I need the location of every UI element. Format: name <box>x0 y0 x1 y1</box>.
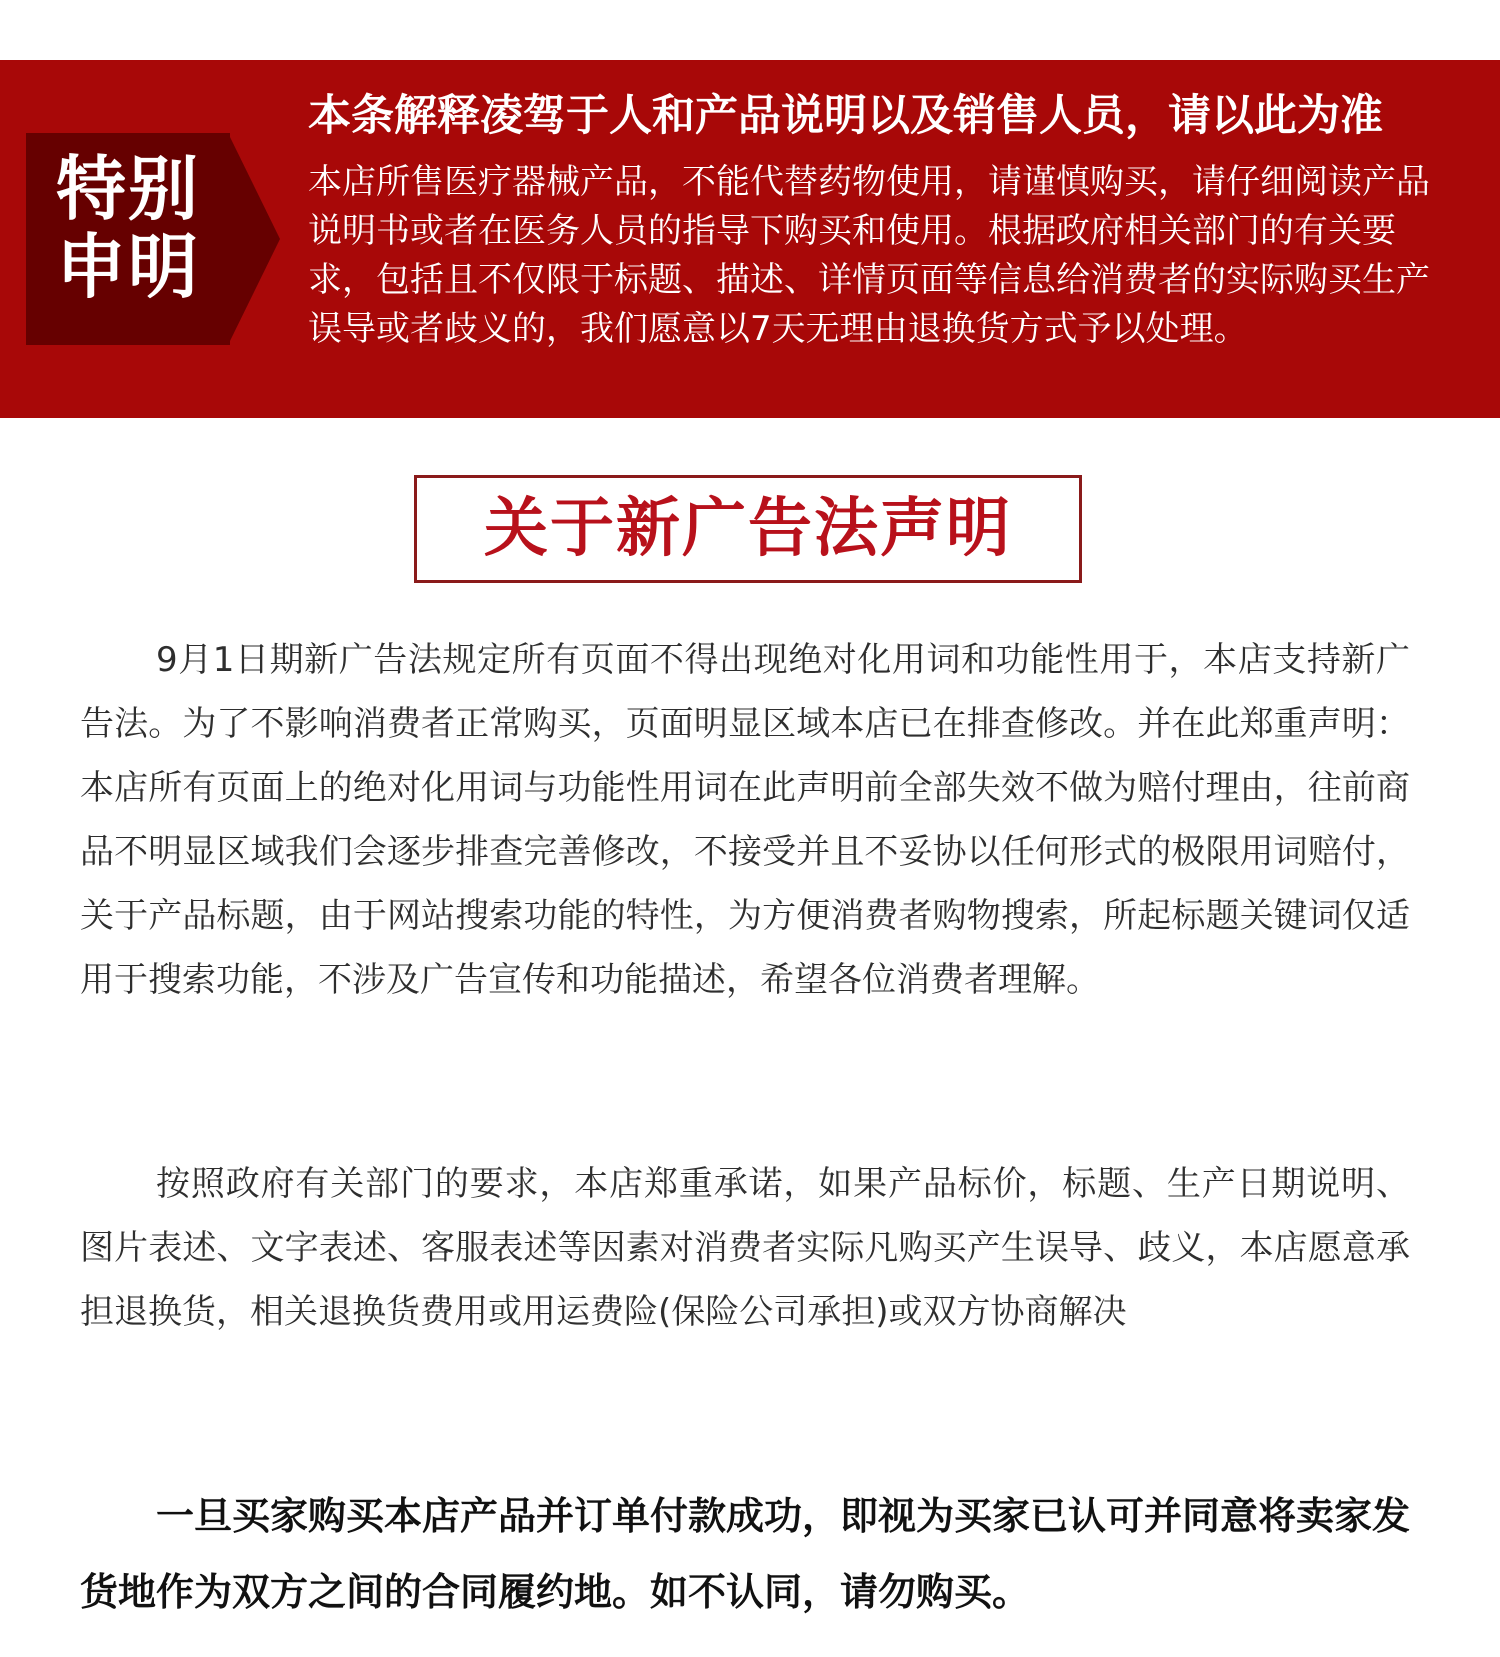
return-policy-paragraph: 按照政府有关部门的要求，本店郑重承诺，如果产品标价，标题、生产日期说明、图片表述、文字表述、客服表述等因素对消费者实际凡购买产生误导、歧义，本店愿意承担退换货，相关退换货费用或用运费险(保险公司承担)或双方协商解决 <box>80 1164 1410 1332</box>
banner-headline: 本条解释凌驾于人和产品说明以及销售人员，请以此为准 <box>308 91 1383 141</box>
badge-line-1: 特别 <box>56 148 200 230</box>
declaration-title-box <box>414 475 1082 583</box>
banner-body-text: 本店所售医疗器械产品，不能代替药物使用，请谨慎购买，请仔细阅读产品说明书或者在医务人员的指导下购买和使用。根据政府相关部门的有关要求，包括且不仅限于标题、描述、详情页面等信息给消费者的实际购买生产误导或者歧义的，我们愿意以7天无理由退换货方式予以处理。 <box>308 162 1430 349</box>
contract-place-paragraph: 一旦买家购买本店产品并订单付款成功，即视为买家已认可并同意将卖家发货地作为双方之间的合同履约地。如不认同，请勿购买。 <box>80 1494 1411 1614</box>
advertising-law-paragraph: 9月1日期新广告法规定所有页面不得出现绝对化用词和功能性用于，本店支持新广告法。为了不影响消费者正常购买，页面明显区域本店已在排查修改。并在此郑重声明：本店所有页面上的绝对化用词与功能性用词在此声明前全部失效不做为赔付理由，往前商品不明显区域我们会逐步排查完善修改，不接受并且不妥协以任何形式的极限用词赔付，关于产品标题，由于网站搜索功能的特性，为方便消费者购物搜索，所起标题关键词仅适用于搜索功能，不涉及广告宣传和功能描述，希望各位消费者理解。 <box>80 640 1410 1000</box>
badge-line-2: 申明 <box>56 226 200 308</box>
special-notice-badge-text <box>26 150 230 306</box>
badge-arrow-icon <box>228 133 280 345</box>
declaration-title: 关于新广告法声明 <box>484 492 1012 566</box>
